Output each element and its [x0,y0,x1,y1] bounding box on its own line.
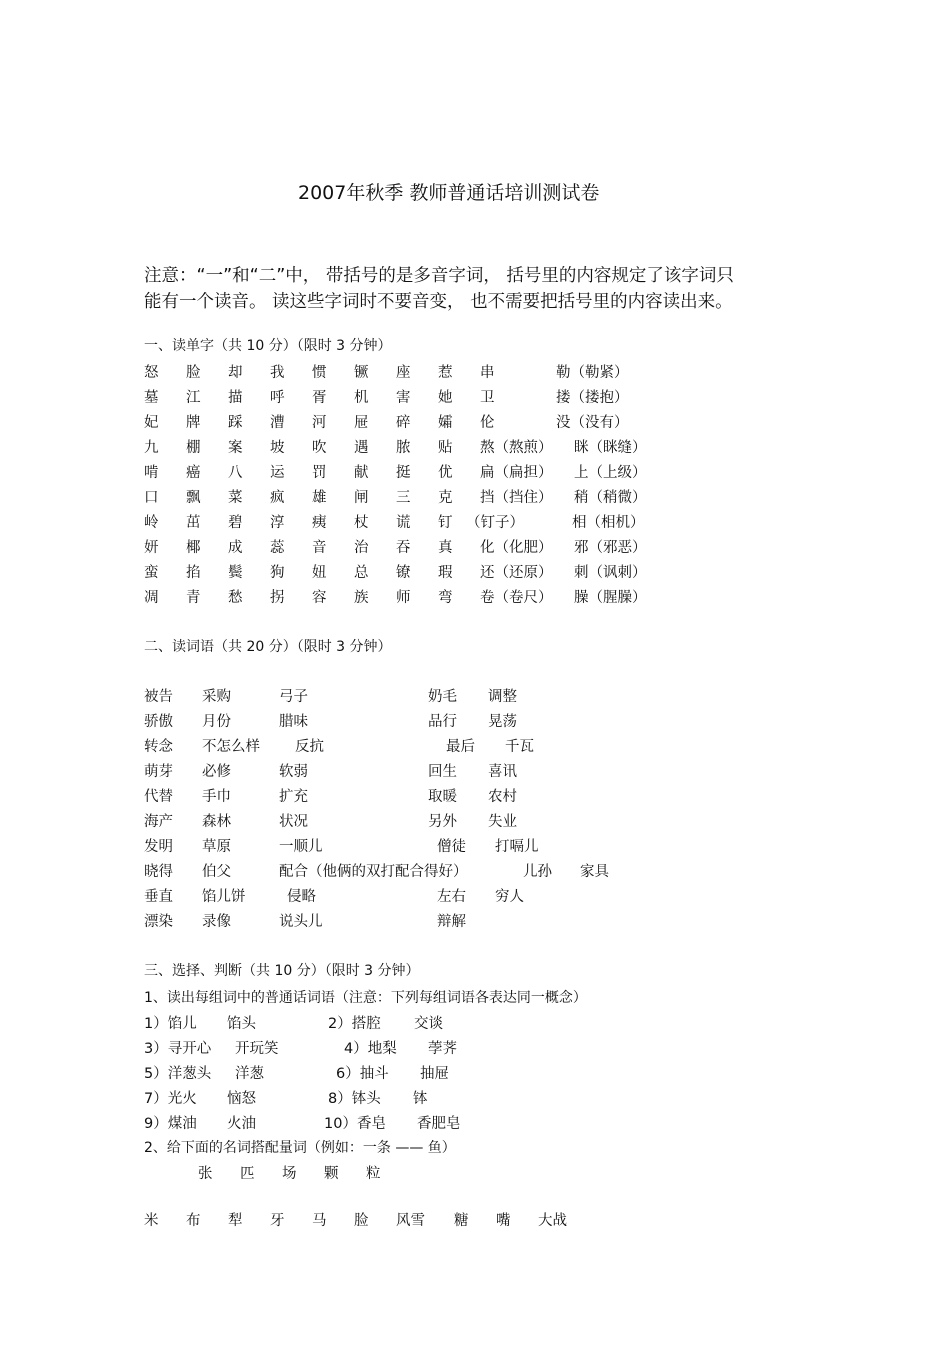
word-cell: 弓子 [279,689,308,705]
word-cell: 穷人 [495,889,524,905]
noun-word: 糖 [454,1213,469,1229]
char-cell: 吞 [396,540,411,556]
char-cell: 却 [228,365,243,381]
char-cell: 愁 [228,590,243,606]
notice-line-1: 注意：“一”和“二”中， 带括号的是多音字词， 括号里的内容规定了该字词只 [144,266,734,286]
word-cell: 打嗝儿 [495,839,539,855]
pair-cell: 抽屉 [420,1066,449,1082]
word-cell: 儿孙 [523,864,552,880]
word-cell: 录像 [202,914,231,930]
char-cell: 癌 [186,465,201,481]
char-cell: 我 [270,365,285,381]
pair-cell: 4）地梨 [344,1041,397,1057]
noun-word: 马 [312,1213,327,1229]
char-cell: 挺 [396,465,411,481]
word-cell: 千瓦 [505,739,534,755]
word-cell: 腊味 [279,714,308,730]
noun-word: 米 [144,1213,159,1229]
char-cell: 机 [354,390,369,406]
char-cell: 臊（腥臊） [574,590,647,606]
word-cell: 僧徒 [437,839,466,855]
char-cell: 妍 [144,540,159,556]
char-cell: 江 [186,390,201,406]
word-cell: 反抗 [295,739,324,755]
char-cell: 座 [396,365,411,381]
char-cell: 钉 [438,515,453,531]
char-cell: 她 [438,390,453,406]
pair-cell: 交谈 [414,1016,443,1032]
char-cell: 碧 [228,515,243,531]
char-cell: 孀 [438,415,453,431]
char-cell: 罚 [312,465,327,481]
pair-cell: 9）煤油 [144,1116,197,1132]
word-cell: 手巾 [202,789,231,805]
word-cell: 被告 [144,689,173,705]
char-cell: 害 [396,390,411,406]
char-cell: 镣 [396,565,411,581]
word-cell: 发明 [144,839,173,855]
word-cell: 侵略 [287,889,316,905]
char-cell: 师 [396,590,411,606]
word-cell: 垂直 [144,889,173,905]
char-cell: 痍 [312,515,327,531]
char-cell: 谎 [396,515,411,531]
char-cell: 治 [354,540,369,556]
char-cell: 串 [480,365,495,381]
char-cell: 河 [312,415,327,431]
char-cell: 化（化肥） [480,540,553,556]
word-cell: 晃荡 [488,714,517,730]
char-cell: 上（上级） [574,465,647,481]
char-cell: 伦 [480,415,495,431]
char-cell: 雄 [312,490,327,506]
pair-cell: 2）搭腔 [328,1016,381,1032]
pair-cell: 8）钵头 [328,1091,381,1107]
char-cell: 啃 [144,465,159,481]
noun-word: 犁 [228,1213,243,1229]
char-cell: 刺（讽刺） [574,565,647,581]
word-cell: 最后 [446,739,475,755]
word-cell: 软弱 [279,764,308,780]
word-cell: 辩解 [437,914,466,930]
char-cell: 挡（挡住） [480,490,553,506]
word-cell: 晓得 [144,864,173,880]
char-cell: 案 [228,440,243,456]
word-cell: 另外 [428,814,457,830]
word-cell: 必修 [202,764,231,780]
pair-cell: 开玩笑 [235,1041,279,1057]
char-cell: 拐 [270,590,285,606]
pair-cell: 香肥皂 [417,1116,461,1132]
char-cell: 卷（卷尺） [480,590,553,606]
pair-cell: 恼怒 [227,1091,256,1107]
pair-cell: 洋葱 [235,1066,264,1082]
char-cell: 邪（邪恶） [574,540,647,556]
char-cell: 掐 [186,565,201,581]
pair-cell: 10）香皂 [324,1116,386,1132]
pair-cell: 5）洋葱头 [144,1066,212,1082]
pair-cell: 6）抽斗 [336,1066,389,1082]
char-cell: 总 [354,565,369,581]
notice-line-2: 能有一个读音。 读这些字词时不要音变， 也不需要把括号里的内容读出来。 [144,292,733,312]
char-cell: 脸 [186,365,201,381]
char-cell: 蛮 [144,565,159,581]
char-cell: 屉 [354,415,369,431]
section3-heading: 三、选择、判断（共 10 分）（限时 3 分钟） [144,963,420,979]
word-cell: 采购 [202,689,231,705]
char-cell: 勒（勒紧） [556,365,629,381]
char-cell: 没（没有） [556,415,629,431]
measure-word: 颗 [324,1166,339,1182]
word-cell: 配合（他俩的双打配合得好） [279,864,468,880]
question-2: 2、给下面的名词搭配量词（例如：一条 —— 鱼） [144,1140,456,1156]
word-cell: 一顺儿 [279,839,323,855]
word-cell: 喜讯 [488,764,517,780]
pair-cell: 荸荠 [428,1041,457,1057]
word-cell: 左右 [437,889,466,905]
word-cell: 状况 [279,814,308,830]
measure-word: 场 [282,1166,297,1182]
char-cell: 岭 [144,515,159,531]
section1-heading: 一、读单字（共 10 分）（限时 3 分钟） [144,338,392,354]
char-cell: 遇 [354,440,369,456]
char-cell: 口 [144,490,159,506]
char-cell: 稍（稍微） [574,490,647,506]
char-cell: 九 [144,440,159,456]
word-cell: 调整 [488,689,517,705]
char-cell: 墓 [144,390,159,406]
char-cell: 还（还原） [480,565,553,581]
word-cell: 代替 [144,789,173,805]
char-cell: 献 [354,465,369,481]
char-cell: 脓 [396,440,411,456]
pair-cell: 1）馅儿 [144,1016,197,1032]
char-cell: 闸 [354,490,369,506]
char-cell: 优 [438,465,453,481]
word-cell: 海产 [144,814,173,830]
word-cell: 品行 [428,714,457,730]
char-cell: 惯 [312,365,327,381]
word-cell: 馅儿饼 [202,889,246,905]
word-cell: 失业 [488,814,517,830]
noun-word: 布 [186,1213,201,1229]
char-cell: 三 [396,490,411,506]
char-cell: 青 [186,590,201,606]
word-cell: 转念 [144,739,173,755]
char-cell: 描 [228,390,243,406]
noun-word: 大战 [538,1213,567,1229]
pair-cell: 火油 [227,1116,256,1132]
char-cell: 克 [438,490,453,506]
char-cell: 运 [270,465,285,481]
char-cell: 杖 [354,515,369,531]
char-cell: 碎 [396,415,411,431]
word-cell: 不怎么样 [202,739,260,755]
char-cell: 八 [228,465,243,481]
char-cell: 疯 [270,490,285,506]
word-cell: 农村 [488,789,517,805]
char-cell: 吹 [312,440,327,456]
word-cell: 草原 [202,839,231,855]
char-cell: 真 [438,540,453,556]
char-cell: 蕊 [270,540,285,556]
char-cell: 妞 [312,565,327,581]
page-title: 2007年秋季 教师普通话培训测试卷 [298,182,600,204]
word-cell: 扩充 [279,789,308,805]
char-cell: 怒 [144,365,159,381]
char-cell: 扁（扁担） [480,465,553,481]
word-cell: 森林 [202,814,231,830]
noun-word: 脸 [354,1213,369,1229]
char-cell: 音 [312,540,327,556]
char-cell: 鬓 [228,565,243,581]
char-cell: 牌 [186,415,201,431]
word-cell: 奶毛 [428,689,457,705]
char-cell: 踩 [228,415,243,431]
char-cell: 漕 [270,415,285,431]
word-cell: 取暖 [428,789,457,805]
word-cell: 伯父 [202,864,231,880]
char-cell: 胥 [312,390,327,406]
char-cell: 瑕 [438,565,453,581]
noun-word: 风雪 [396,1213,425,1229]
pair-cell: 钵 [413,1091,428,1107]
word-cell: 骄傲 [144,714,173,730]
char-cell: 凋 [144,590,159,606]
pair-cell: 7）光火 [144,1091,197,1107]
char-cell: 坡 [270,440,285,456]
word-cell: 漂染 [144,914,173,930]
char-cell: （钉子） [466,515,524,531]
char-cell: 惹 [438,365,453,381]
char-cell: 狗 [270,565,285,581]
char-cell: 弯 [438,590,453,606]
measure-word: 匹 [240,1166,255,1182]
char-cell: 容 [312,590,327,606]
noun-word: 牙 [270,1213,285,1229]
word-cell: 月份 [202,714,231,730]
char-cell: 族 [354,590,369,606]
char-cell: 呼 [270,390,285,406]
word-cell: 回生 [428,764,457,780]
char-cell: 成 [228,540,243,556]
char-cell: 眯（眯缝） [574,440,647,456]
measure-word: 张 [198,1166,213,1182]
word-cell: 说头儿 [279,914,323,930]
char-cell: 淳 [270,515,285,531]
word-cell: 家具 [580,864,609,880]
char-cell: 贴 [438,440,453,456]
char-cell: 妃 [144,415,159,431]
char-cell: 茁 [186,515,201,531]
char-cell: 搂（搂抱） [556,390,629,406]
question-1: 1、读出每组词中的普通话词语（注意：下列每组词语各表达同一概念） [144,990,587,1006]
section2-heading: 二、读词语（共 20 分）（限时 3 分钟） [144,639,392,655]
measure-word: 粒 [366,1166,381,1182]
noun-word: 嘴 [496,1213,511,1229]
word-cell: 萌芽 [144,764,173,780]
char-cell: 菜 [228,490,243,506]
char-cell: 卫 [480,390,495,406]
char-cell: 棚 [186,440,201,456]
char-cell: 相（相机） [572,515,645,531]
char-cell: 熬（熬煎） [480,440,553,456]
char-cell: 镢 [354,365,369,381]
pair-cell: 馅头 [227,1016,256,1032]
char-cell: 飘 [186,490,201,506]
pair-cell: 3）寻开心 [144,1041,212,1057]
char-cell: 椰 [186,540,201,556]
